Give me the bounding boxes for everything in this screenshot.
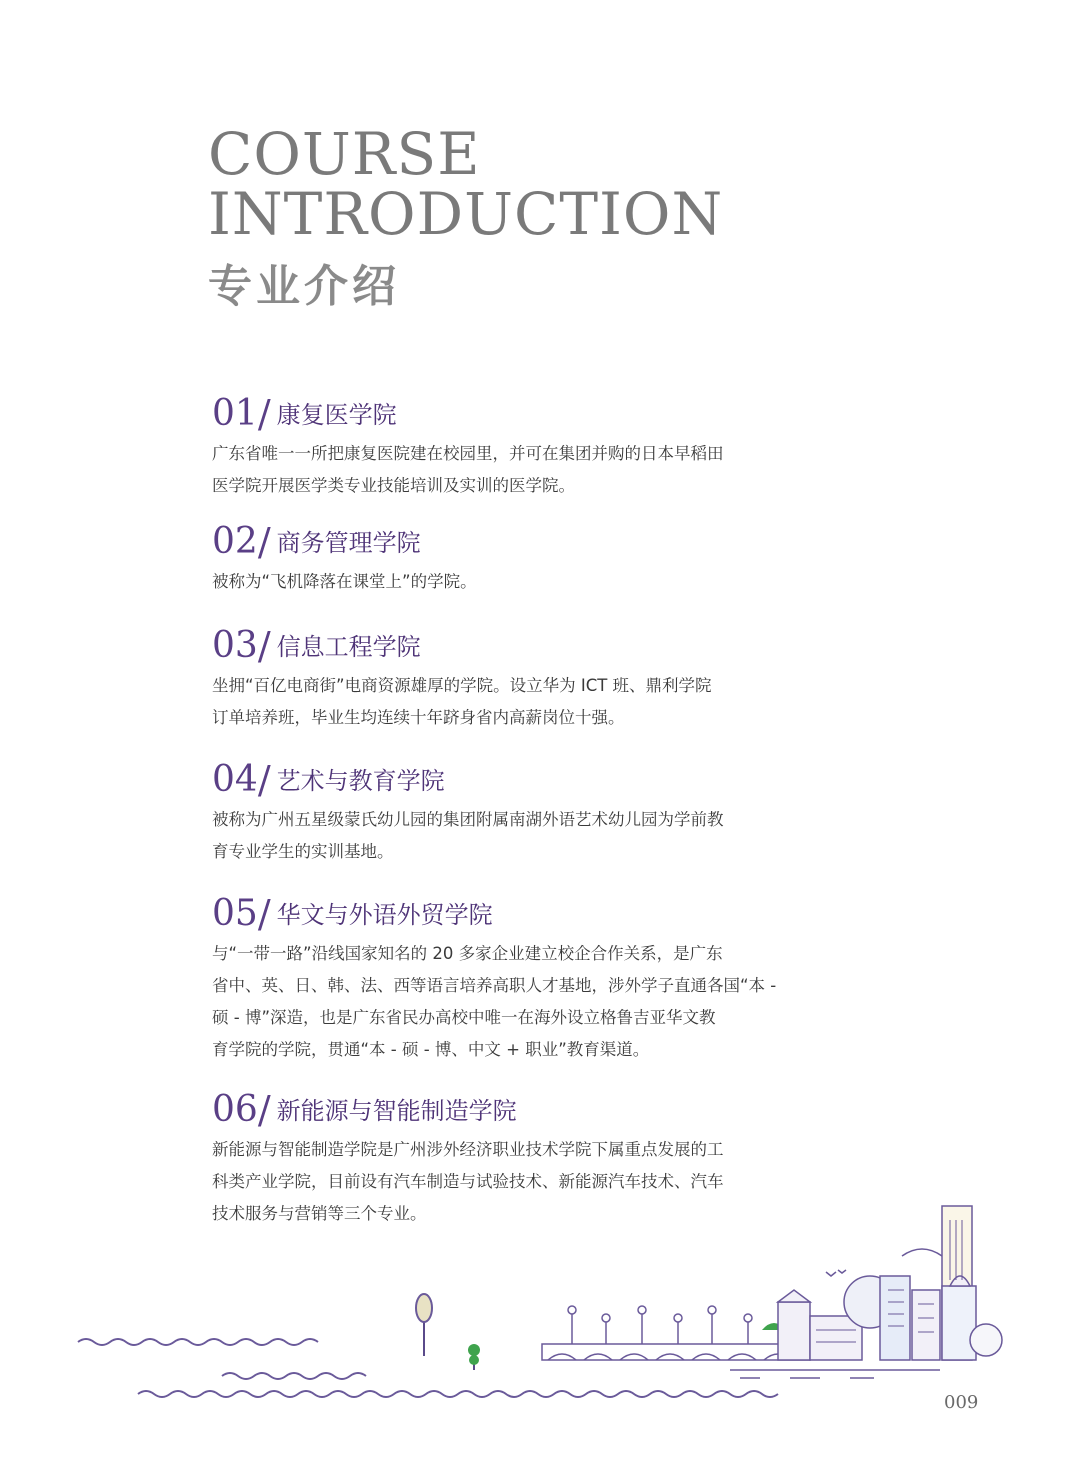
city-skyline-illustration <box>0 1190 1080 1430</box>
page-number: 009 <box>944 1392 979 1413</box>
body-line: 坐拥“百亿电商街”电商资源雄厚的学院。设立华为 ICT 班、鼎利学院 <box>212 676 712 695</box>
section-03 <box>212 620 772 734</box>
section-04 <box>212 754 772 868</box>
body-line: 医学院开展医学类专业技能培训及实训的医学院。 <box>212 476 575 495</box>
body-line: 订单培养班，毕业生均连续十年跻身省内高薪岗位十强。 <box>212 708 625 727</box>
body-line: 育专业学生的实训基地。 <box>212 842 394 861</box>
section-title: 艺术与教育学院 <box>276 767 445 795</box>
section-number: 03 <box>212 625 258 666</box>
wave-lines-icon <box>78 1339 778 1397</box>
body-line: 被称为广州五星级蒙氏幼儿园的集团附属南湖外语艺术幼儿园为学前教 <box>212 810 724 829</box>
title-line-2: INTRODUCTION <box>208 180 724 248</box>
section-number: 02 <box>212 521 258 562</box>
section-heading <box>212 754 772 800</box>
section-number: 04 <box>212 759 258 800</box>
section-number: 06 <box>212 1089 258 1130</box>
section-number: 05 <box>212 893 258 934</box>
section-title: 信息工程学院 <box>276 633 421 661</box>
buildings-icon <box>762 1206 1002 1360</box>
section-heading <box>212 388 772 434</box>
body-line: 技术服务与营销等三个专业。 <box>212 1204 427 1223</box>
section-body <box>212 804 772 868</box>
body-line: 新能源与智能制造学院是广州涉外经济职业技术学院下属重点发展的工 <box>212 1140 724 1159</box>
section-title: 康复医学院 <box>276 401 397 429</box>
section-slash: / <box>257 1088 271 1132</box>
birds-icon <box>826 1270 846 1276</box>
section-slash: / <box>257 392 271 436</box>
section-body <box>212 566 772 598</box>
bridge-icon <box>542 1306 810 1360</box>
section-01 <box>212 388 772 502</box>
section-heading <box>212 1084 772 1130</box>
body-line: 硕 - 博”深造，也是广东省民办高校中唯一在海外设立格鲁吉亚华文教 <box>212 1008 716 1027</box>
section-05 <box>212 888 777 1066</box>
body-line: 广东省唯一一所把康复医院建在校园里，并可在集团并购的日本早稻田 <box>212 444 724 463</box>
ground-line-icon <box>730 1370 940 1378</box>
section-title: 商务管理学院 <box>276 529 421 557</box>
section-slash: / <box>257 624 271 668</box>
section-number: 01 <box>212 393 258 434</box>
section-02 <box>212 516 772 598</box>
section-slash: / <box>257 520 271 564</box>
section-heading <box>212 888 772 934</box>
title-line-1: COURSE <box>208 120 481 188</box>
body-line: 被称为“飞机降落在课堂上”的学院。 <box>212 572 477 591</box>
bush-icon <box>468 1344 480 1370</box>
section-body <box>212 938 777 1066</box>
body-line: 与“一带一路”沿线国家知名的 20 多家企业建立校企合作关系，是广东 <box>212 944 723 963</box>
body-line: 省中、英、日、韩、法、西等语言培养高职人才基地，涉外学子直通各国“本 - <box>212 976 777 995</box>
page-title-english <box>208 120 724 248</box>
section-heading <box>212 516 772 562</box>
section-slash: / <box>257 892 271 936</box>
section-body <box>212 670 772 734</box>
section-heading <box>212 620 772 666</box>
section-title: 新能源与智能制造学院 <box>276 1097 517 1125</box>
section-body <box>212 438 772 502</box>
tree-icon <box>416 1294 432 1356</box>
section-title: 华文与外语外贸学院 <box>276 901 493 929</box>
page-title-chinese: 专业介绍 <box>208 261 400 312</box>
body-line: 科类产业学院，目前设有汽车制造与试验技术、新能源汽车技术、汽车 <box>212 1172 724 1191</box>
body-line: 育学院的学院，贯通“本 - 硕 - 博、中文 + 职业”教育渠道。 <box>212 1040 650 1059</box>
section-slash: / <box>257 758 271 802</box>
